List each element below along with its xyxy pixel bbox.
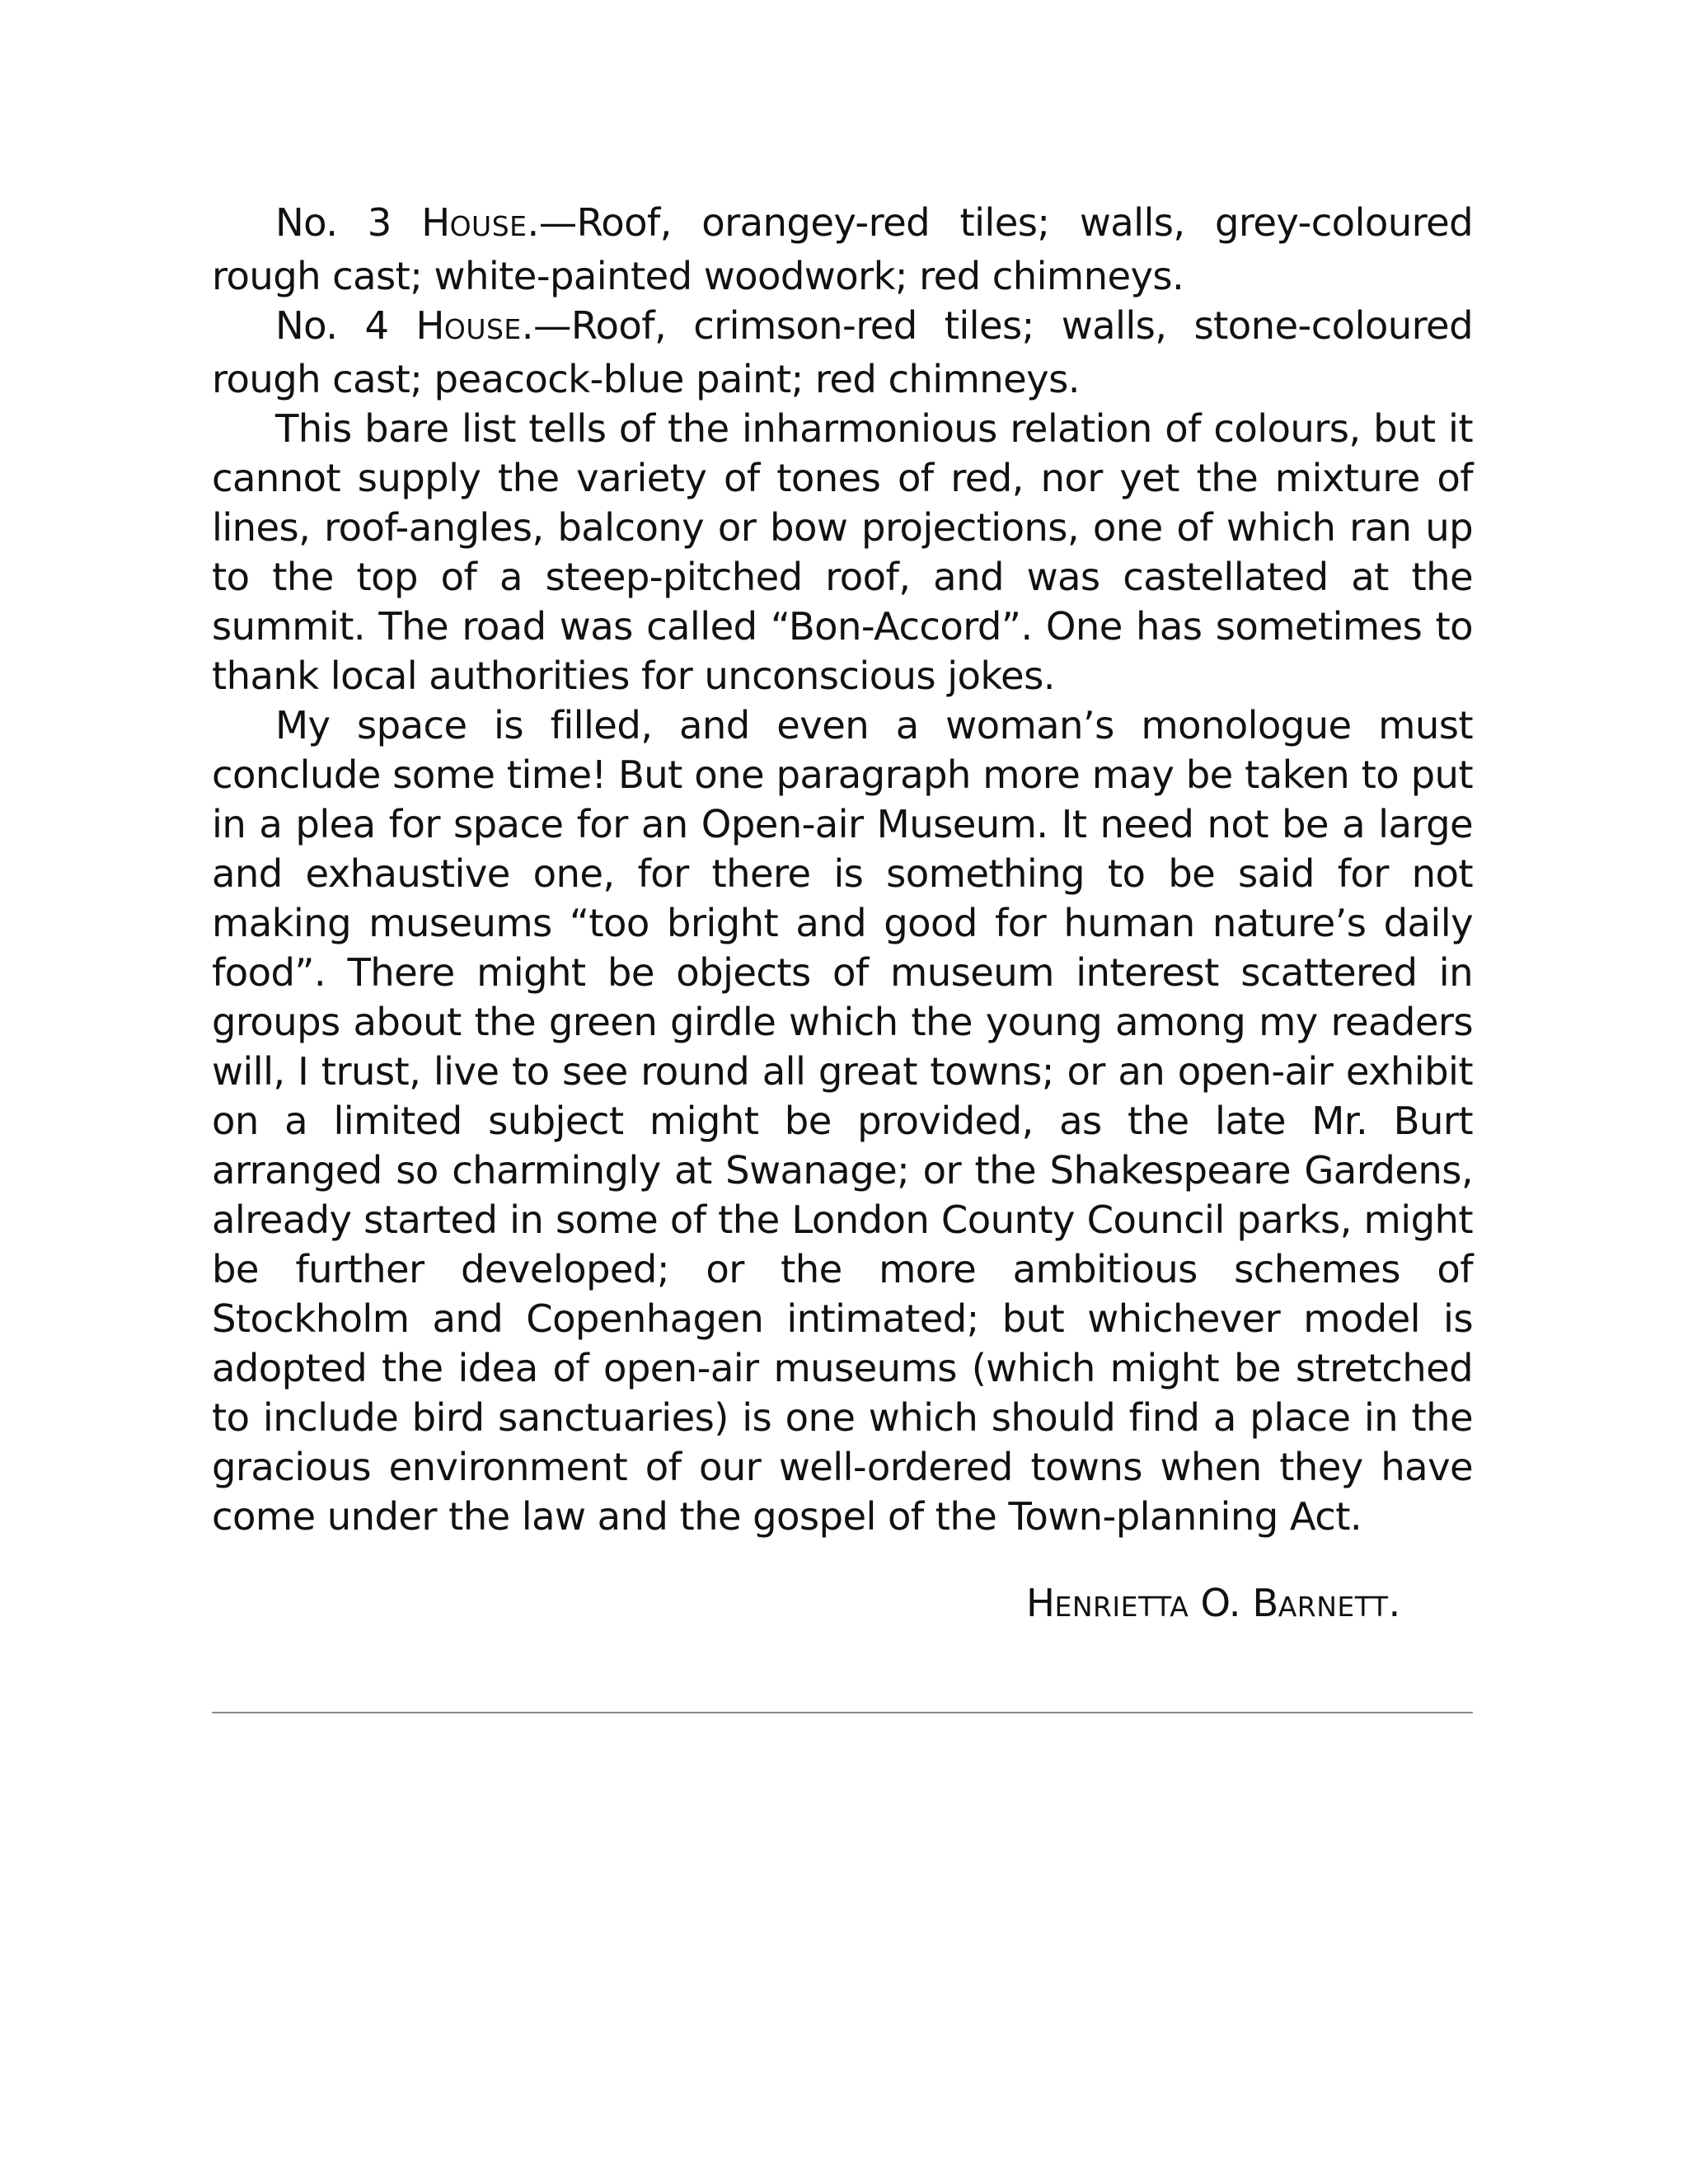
document-body [212,198,1473,1541]
paragraph-colour-list: This bare list tells of the inharmonious relation of colours, but it cannot supply the variety of tones of red, nor yet the mixture of lines, roof-angles, balcony or bow projections, one of which ran up to the top of a steep-pitched roof, and was castellated at the summit. The road was called “Bon-Accord”. One has sometimes to thank local authorities for unconscious jokes. [212,406,1473,698]
author-signature [1026,1578,1400,1632]
signature-rest-1: ENRIETTA [1054,1591,1189,1623]
paragraph-house-4 [212,301,1473,404]
house-3-description: .—Roof, orangey-red tiles; walls, grey-coloured rough cast; white-painted woodwork; red chimneys. [212,200,1473,298]
house-4-description: .—Roof, crimson-red tiles; walls, stone-coloured rough cast; peacock-blue paint; red chimneys. [212,303,1473,401]
house-3-label-rest: OUSE [449,210,528,242]
paragraph-house-3 [212,198,1473,301]
house-3-number: No. 3 [275,200,422,245]
signature-rest-2: ARNETT [1278,1591,1389,1623]
house-3-label-initial: H [421,200,450,245]
house-4-label-rest: OUSE [443,313,522,345]
house-4-label-initial: H [415,303,444,348]
house-4-number: No. 4 [275,303,416,348]
signature-initial-1: H [1026,1581,1055,1625]
signature-end: . [1388,1581,1400,1625]
horizontal-rule [212,1712,1473,1713]
paragraph-open-air-museum: My space is filled, and even a woman’s monologue must conclude some time! But one paragraph more may be taken to put in a plea for space for an Open-air Museum. It need not be a large and exhaustive one, for there is something to be said for not making museums “too bright and good for human nature’s daily food”. There might be objects of museum interest scattered in groups about the green girdle which the young among my readers will, I trust, live to see round all great towns; or an open-air exhibit on a limited subject might be provided, as the late Mr. Burt arranged so charmingly at Swanage; or the Shakespeare Gardens, already started in some of the London County Council parks, might be further developed; or the more ambitious schemes of Stockholm and Copenhagen intimated; but whichever model is adopted the idea of open-air museums (which might be stretched to include bird sanctuaries) is one which should find a place in the gracious environment of our well-ordered towns when they have come under the law and the gospel of the Town-planning Act. [212,703,1473,1539]
signature-initial-2: B [1252,1581,1278,1625]
signature-middle: O. [1189,1581,1253,1625]
